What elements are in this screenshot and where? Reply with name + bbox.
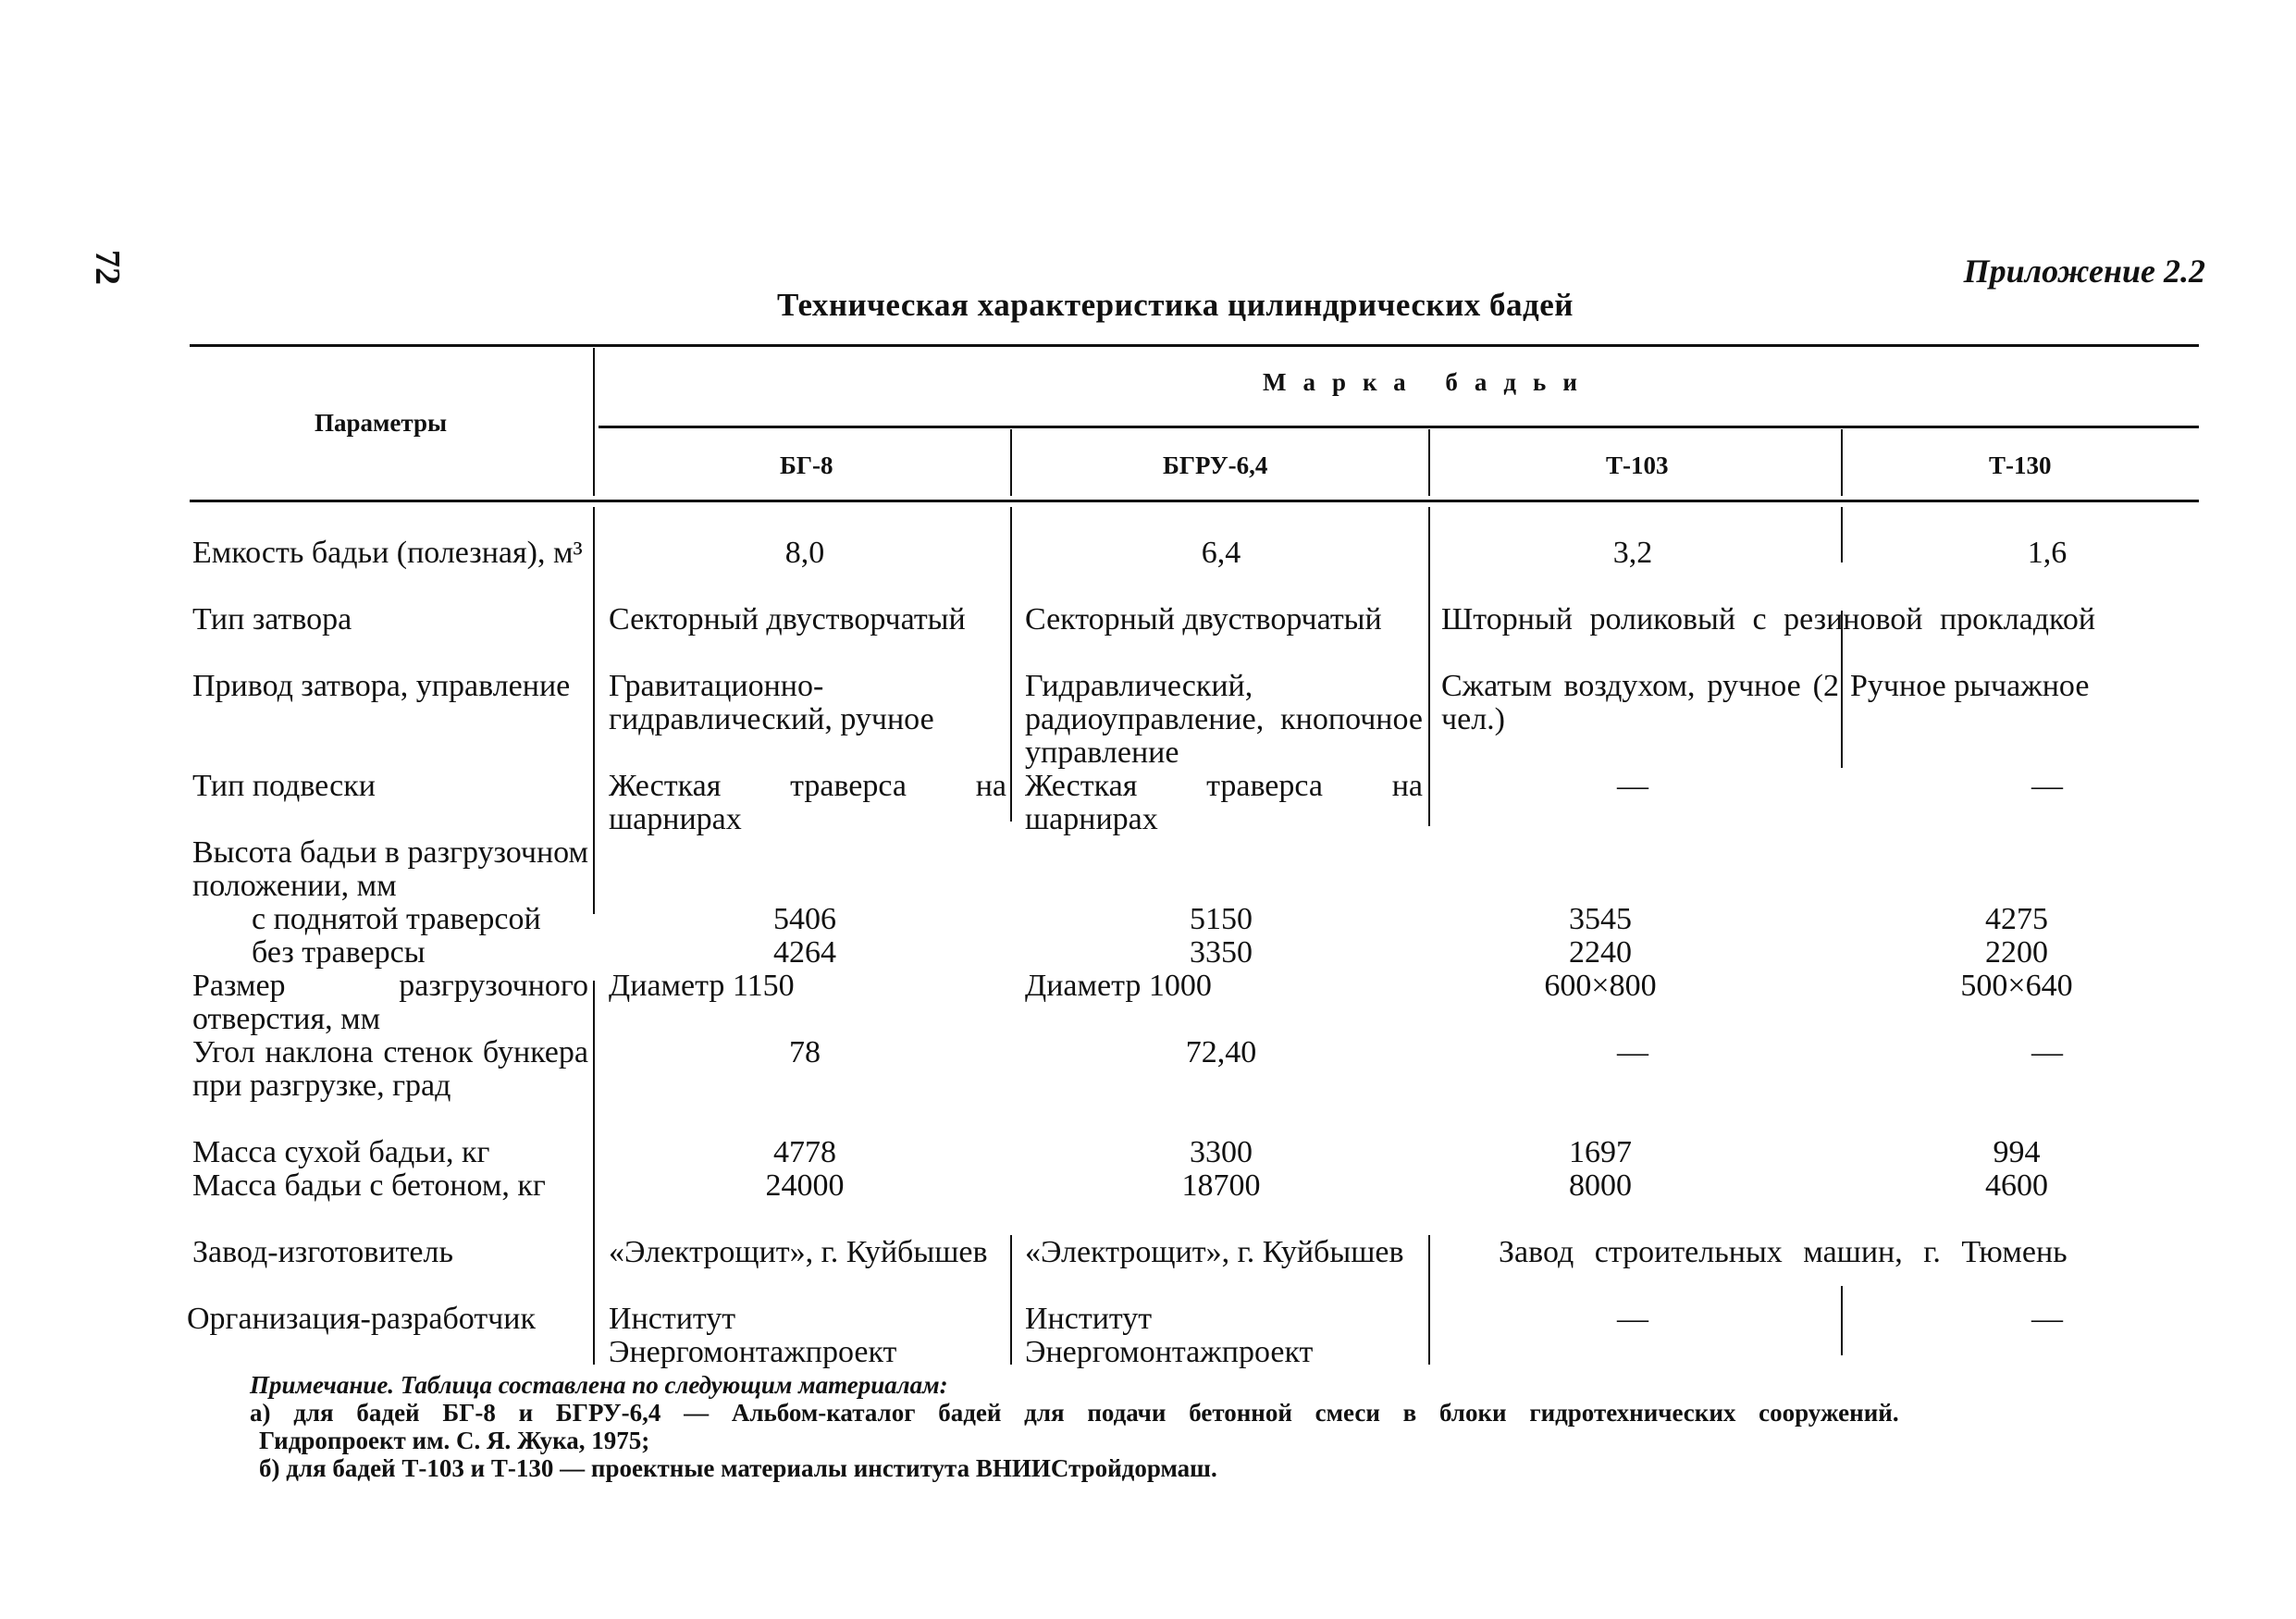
header-model-t130: Т-130 — [1989, 451, 2052, 479]
table-top-rule — [190, 344, 2199, 347]
row-opening-t130: 500×640 — [1960, 969, 2073, 1003]
row-height-without-traverse-bgru: 3350 — [1190, 935, 1253, 970]
row-dry-mass-bgru: 3300 — [1190, 1135, 1253, 1169]
header-model-t103: Т-103 — [1606, 451, 1669, 479]
mark-header-rule — [599, 426, 2199, 428]
row-angle-param: Угол наклона стенок бункера при разгрузке, град — [192, 1035, 588, 1103]
table-note — [250, 1371, 2211, 1482]
row-suspension-t130: — — [2031, 769, 2063, 803]
header-model-bgru: БГРУ-6,4 — [1163, 451, 1268, 479]
row-developer-t103: — — [1617, 1302, 1648, 1336]
row-capacity-bg8: 8,0 — [784, 536, 825, 570]
row-gate-drive-t103: Сжатым воздухом, ручное (2 чел.) — [1441, 669, 1839, 736]
row-gate-drive-t130: Ручное рычажное — [1850, 669, 2090, 703]
row-capacity-t103: 3,2 — [1612, 536, 1653, 570]
row-height-with-traverse-bgru: 5150 — [1190, 902, 1253, 936]
header-model-bg8: БГ-8 — [780, 451, 833, 479]
header-divider-3 — [1841, 429, 1843, 496]
note-a-line2: Гидропроект им. С. Я. Жука, 1975; — [259, 1427, 650, 1454]
header-divider-params — [593, 348, 595, 496]
row-suspension-bgru: Жесткая траверса на шарнирах — [1025, 769, 1423, 836]
row-full-mass-param: Масса бадьи с бетоном, кг — [192, 1168, 546, 1203]
row-full-mass-t103: 8000 — [1569, 1168, 1632, 1203]
body-divider-2-a — [1428, 507, 1430, 826]
body-divider-3-a — [1841, 507, 1843, 562]
row-height-without-traverse-t103: 2240 — [1569, 935, 1632, 970]
row-gate-drive-bgru: Гидравлический, радиоуправление, кнопочное управление — [1025, 669, 1423, 770]
table-title: Техническая характеристика цилиндрических бадей — [777, 287, 1574, 323]
row-opening-bgru: Диаметр 1000 — [1025, 969, 1212, 1003]
row-manufacturer-bg8: «Электрощит», г. Куйбышев — [609, 1235, 988, 1269]
header-bottom-rule — [190, 500, 2199, 502]
row-height-with-traverse-t103: 3545 — [1569, 902, 1632, 936]
note-intro: Таблица составлена по следующим материалам: — [400, 1371, 948, 1399]
row-angle-bg8: 78 — [789, 1035, 821, 1069]
row-gate-type-bgru: Секторный двустворчатый — [1025, 602, 1382, 636]
row-height-without-traverse-param: без траверсы — [252, 935, 426, 970]
header-divider-1 — [1010, 429, 1012, 496]
body-divider-3-c — [1841, 1286, 1843, 1355]
page-number: 72 — [88, 250, 127, 285]
row-developer-bg8: Институт Энергомонтажпроект — [609, 1302, 897, 1369]
row-height-without-traverse-t130: 2200 — [1985, 935, 2048, 970]
row-height-with-traverse-param: с поднятой траверсой — [252, 902, 541, 936]
appendix-label: Приложение 2.2 — [1963, 253, 2205, 290]
row-full-mass-bg8: 24000 — [765, 1168, 845, 1203]
header-divider-2 — [1428, 429, 1430, 496]
header-mark: Марка бадьи — [1263, 368, 1594, 396]
row-dry-mass-t130: 994 — [1993, 1135, 2041, 1169]
row-suspension-t103: — — [1617, 769, 1648, 803]
row-opening-param: Размер разгрузочного отверстия, мм — [192, 969, 588, 1036]
row-dry-mass-param: Масса сухой бадьи, кг — [192, 1135, 490, 1169]
header-params: Параметры — [315, 409, 448, 437]
note-intro-line — [250, 1371, 2211, 1399]
row-gate-type-t: Шторный роликовый с резиновой прокладкой — [1441, 602, 2096, 636]
row-full-mass-bgru: 18700 — [1181, 1168, 1261, 1203]
body-divider-2-b — [1428, 1235, 1430, 1365]
row-developer-bgru: Институт Энергомонтажпроект — [1025, 1302, 1314, 1369]
row-height-with-traverse-t130: 4275 — [1985, 902, 2048, 936]
row-developer-t130: — — [2031, 1302, 2063, 1336]
row-height-param: Высота бадьи в разгрузочном положении, мм — [192, 835, 589, 903]
note-label: Примечание. — [250, 1371, 395, 1399]
body-divider-params-a — [593, 507, 595, 914]
body-divider-1-a — [1010, 507, 1012, 822]
row-developer-param: Организация-разработчик — [187, 1302, 536, 1336]
row-capacity-t130: 1,6 — [2027, 536, 2068, 570]
row-opening-t103: 600×800 — [1544, 969, 1657, 1003]
row-gate-type-bg8: Секторный двустворчатый — [609, 602, 966, 636]
row-capacity-bgru: 6,4 — [1201, 536, 1241, 570]
row-angle-bgru: 72,40 — [1185, 1035, 1257, 1069]
row-gate-drive-param: Привод затвора, управление — [192, 669, 571, 703]
row-suspension-param: Тип подвески — [192, 769, 376, 803]
row-height-with-traverse-bg8: 5406 — [773, 902, 836, 936]
row-suspension-bg8: Жесткая траверса на шарнирах — [609, 769, 1006, 836]
row-angle-t130: — — [2031, 1035, 2063, 1069]
row-angle-t103: — — [1617, 1035, 1648, 1069]
row-manufacturer-bgru: «Электрощит», г. Куйбышев — [1025, 1235, 1404, 1269]
row-dry-mass-bg8: 4778 — [773, 1135, 836, 1169]
row-manufacturer-param: Завод-изготовитель — [192, 1235, 453, 1269]
row-opening-bg8: Диаметр 1150 — [609, 969, 795, 1003]
row-gate-drive-bg8: Гравитационно-гидравлический, ручное — [609, 669, 934, 736]
row-capacity-param: Емкость бадьи (полезная), м³ — [192, 536, 583, 570]
note-b: б) для бадей Т-103 и Т-130 — проектные материалы института ВНИИСтройдормаш. — [259, 1454, 1217, 1482]
row-manufacturer-t: Завод строительных машин, г. Тюмень — [1499, 1235, 2068, 1269]
row-height-without-traverse-bg8: 4264 — [773, 935, 836, 970]
row-full-mass-t130: 4600 — [1985, 1168, 2048, 1203]
row-dry-mass-t103: 1697 — [1569, 1135, 1632, 1169]
note-a-line1: а) для бадей БГ-8 и БГРУ-6,4 — Альбом-каталог бадей для подачи бетонной смеси в блоки гидротехнических сооружений. — [250, 1399, 1899, 1427]
row-gate-type-param: Тип затвора — [192, 602, 352, 636]
body-divider-1-b — [1010, 1235, 1012, 1365]
